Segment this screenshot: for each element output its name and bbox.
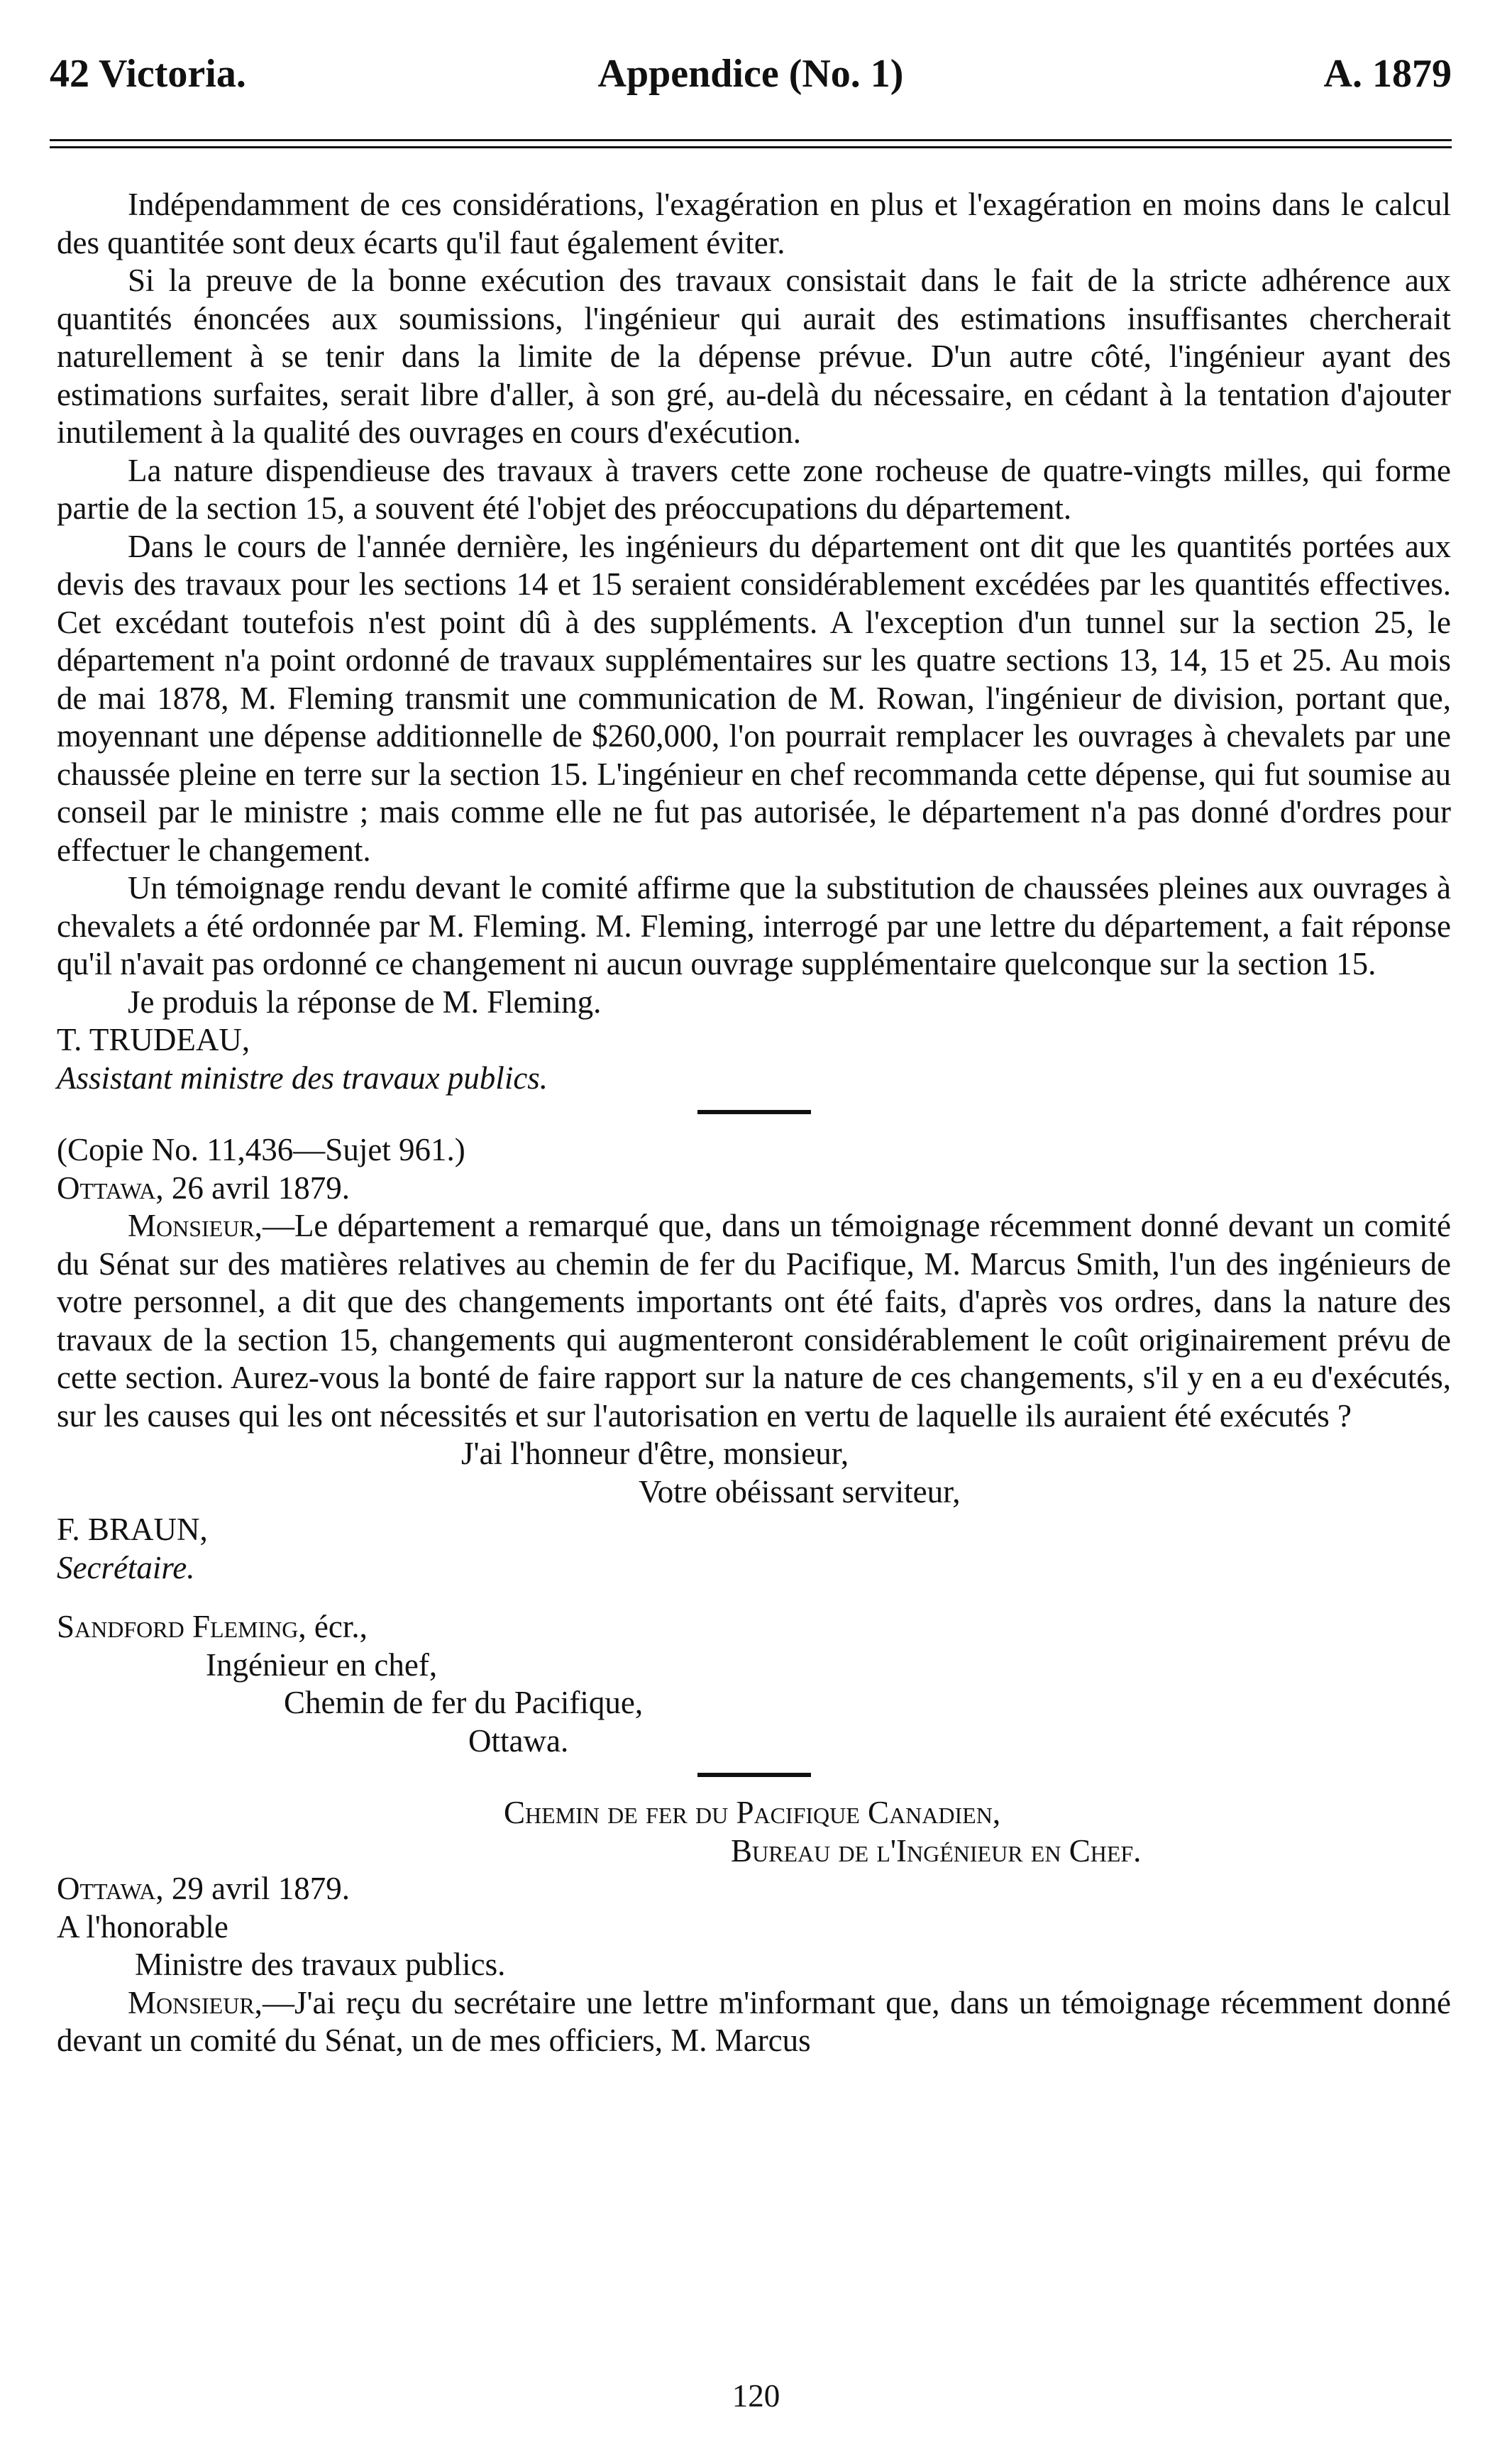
closing-line: Votre obéissant serviteur,	[639, 1473, 961, 1509]
section-separator	[697, 1773, 811, 1777]
paragraph: Je produis la réponse de M. Fleming.	[128, 984, 602, 1020]
copy-reference: (Copie No. 11,436—Sujet 961.)	[57, 1132, 465, 1167]
header-year: A. 1879	[1323, 52, 1452, 96]
letterhead-line: Chemin de fer du Pacifique Canadien,	[504, 1795, 1001, 1830]
paragraph: Indépendamment de ces considérations, l'exagération en plus et l'exagération en moins dans le calcul des quantitée sont deux écarts qu'il faut également éviter.	[57, 187, 1451, 260]
salutation: Monsieur,	[128, 1984, 263, 2020]
header-session: 42 Victoria.	[50, 52, 246, 96]
letterhead-line: Bureau de l'Ingénieur en Chef.	[731, 1832, 1142, 1869]
letter-body	[57, 1207, 1451, 1435]
paragraph: Dans le cours de l'année dernière, les ingénieurs du département ont dit que les quantités portées aux devis des travaux pour les sections 14 et 15 seraient considérablement excédées par les quantités effectives. Cet excédant toutefois n'est point dû à des suppléments. A l'exception d'un tunnel sur la section 25, le département n'a point ordonné de travaux supplémentaires sur les quatre sections 13, 14, 15 et 25. Au mois de mai 1878, M. Fleming transmit une communication de M. Rowan, l'ingénieur de division, portant que, moyennant une dépense additionnelle de $260,000, l'on pourrait remplacer les ouvrages à chevalets par une chaussée pleine en terre sur la section 15. L'ingénieur en chef recommanda cette dépense, qui fut soumise au conseil par le ministre ; mais comme elle ne fut pas autorisée, le département n'a pas donné d'ordres pour effectuer le changement.	[57, 528, 1451, 868]
addressee-suffix: écr.,	[306, 1609, 368, 1644]
addressee-name: Sandford Fleming,	[57, 1609, 307, 1644]
page-header	[50, 51, 1452, 101]
dateline-date: 29 avril 1879.	[163, 1871, 351, 1906]
report-body	[57, 186, 1451, 2060]
letter-text: —J'ai reçu du secrétaire une lettre m'informant que, dans un témoignage récemment donné devant un comité du Sénat, un de mes officiers, M. Marcus	[57, 1984, 1451, 2058]
closing-line: J'ai l'honneur d'être, monsieur,	[461, 1436, 849, 1471]
salutation: Monsieur,	[128, 1208, 263, 1243]
signature-title: Assistant ministre des travaux publics.	[57, 1060, 548, 1096]
header-appendix: Appendice (No. 1)	[597, 52, 904, 96]
dateline-date: 26 avril 1879.	[163, 1170, 351, 1206]
addressee-line: Ingénieur en chef,	[206, 1646, 438, 1683]
signature-name: F. BRAUN,	[57, 1512, 208, 1547]
addressee-line: Chemin de fer du Pacifique,	[284, 1685, 644, 1720]
signature-title: Secrétaire.	[57, 1549, 195, 1585]
dateline-place: Ottawa,	[57, 1871, 164, 1906]
paragraph: Si la preuve de la bonne exécution des travaux consistait dans le fait de la stricte adhérence aux quantités énoncées aux soumissions, l'ingénieur qui aurait des estimations insuffisantes chercherait naturellement à se tenir dans la limite de la dépense prévue. D'un autre côté, l'ingénieur ayant des estimations surfaites, serait libre d'aller, à son gré, au-delà du nécessaire, en cédant à la tentation d'ajouter inutilement à la qualité des ouvrages en cours d'exécution.	[57, 263, 1451, 450]
header-rule-bottom	[50, 146, 1452, 148]
letter-dateline	[57, 1170, 1451, 1208]
section-separator	[697, 1110, 811, 1114]
header-rule-top	[50, 139, 1452, 141]
dateline-place: Ottawa,	[57, 1170, 164, 1206]
paragraph: Un témoignage rendu devant le comité affirme que la substitution de chaussées pleines aux ouvrages à chevalets a été ordonnée par M. Fleming. M. Fleming, interrogé par une lettre du département, a fait réponse qu'il n'avait pas ordonné ce changement ni aucun ouvrage supplémentaire quelconque sur la section 15.	[57, 870, 1451, 981]
letter-body	[57, 1984, 1451, 2060]
page-number: 120	[732, 2378, 780, 2414]
recipient-line: Ministre des travaux publics.	[135, 1947, 506, 1982]
paragraph: La nature dispendieuse des travaux à travers cette zone rocheuse de quatre-vingts milles, qui forme partie de la section 15, a souvent été l'objet des préoccupations du département.	[57, 452, 1451, 526]
signature-name: T. TRUDEAU,	[57, 1022, 250, 1057]
recipient-line: A l'honorable	[57, 1908, 228, 1945]
addressee	[57, 1608, 1451, 1646]
letter-dateline	[57, 1870, 1451, 1908]
addressee-line: Ottawa.	[468, 1722, 569, 1759]
letter-text: —Le département a remarqué que, dans un témoignage récemment donné devant un comité du Sénat sur des matières relatives au chemin de fer du Pacifique, M. Marcus Smith, l'un des ingénieurs de votre personnel, a dit que des changements importants ont été faits, d'après vos ordres, dans la nature des travaux de la section 15, changements qui augmenteront considérablement le coût originairement prévu de cette section. Aurez-vous la bonté de faire rapport sur la nature de ces changements, s'il y en a eu d'exécutés, sur les causes qui les ont nécessités et sur l'autorisation en vertu de laquelle ils auraient été exécutés ?	[57, 1208, 1451, 1434]
